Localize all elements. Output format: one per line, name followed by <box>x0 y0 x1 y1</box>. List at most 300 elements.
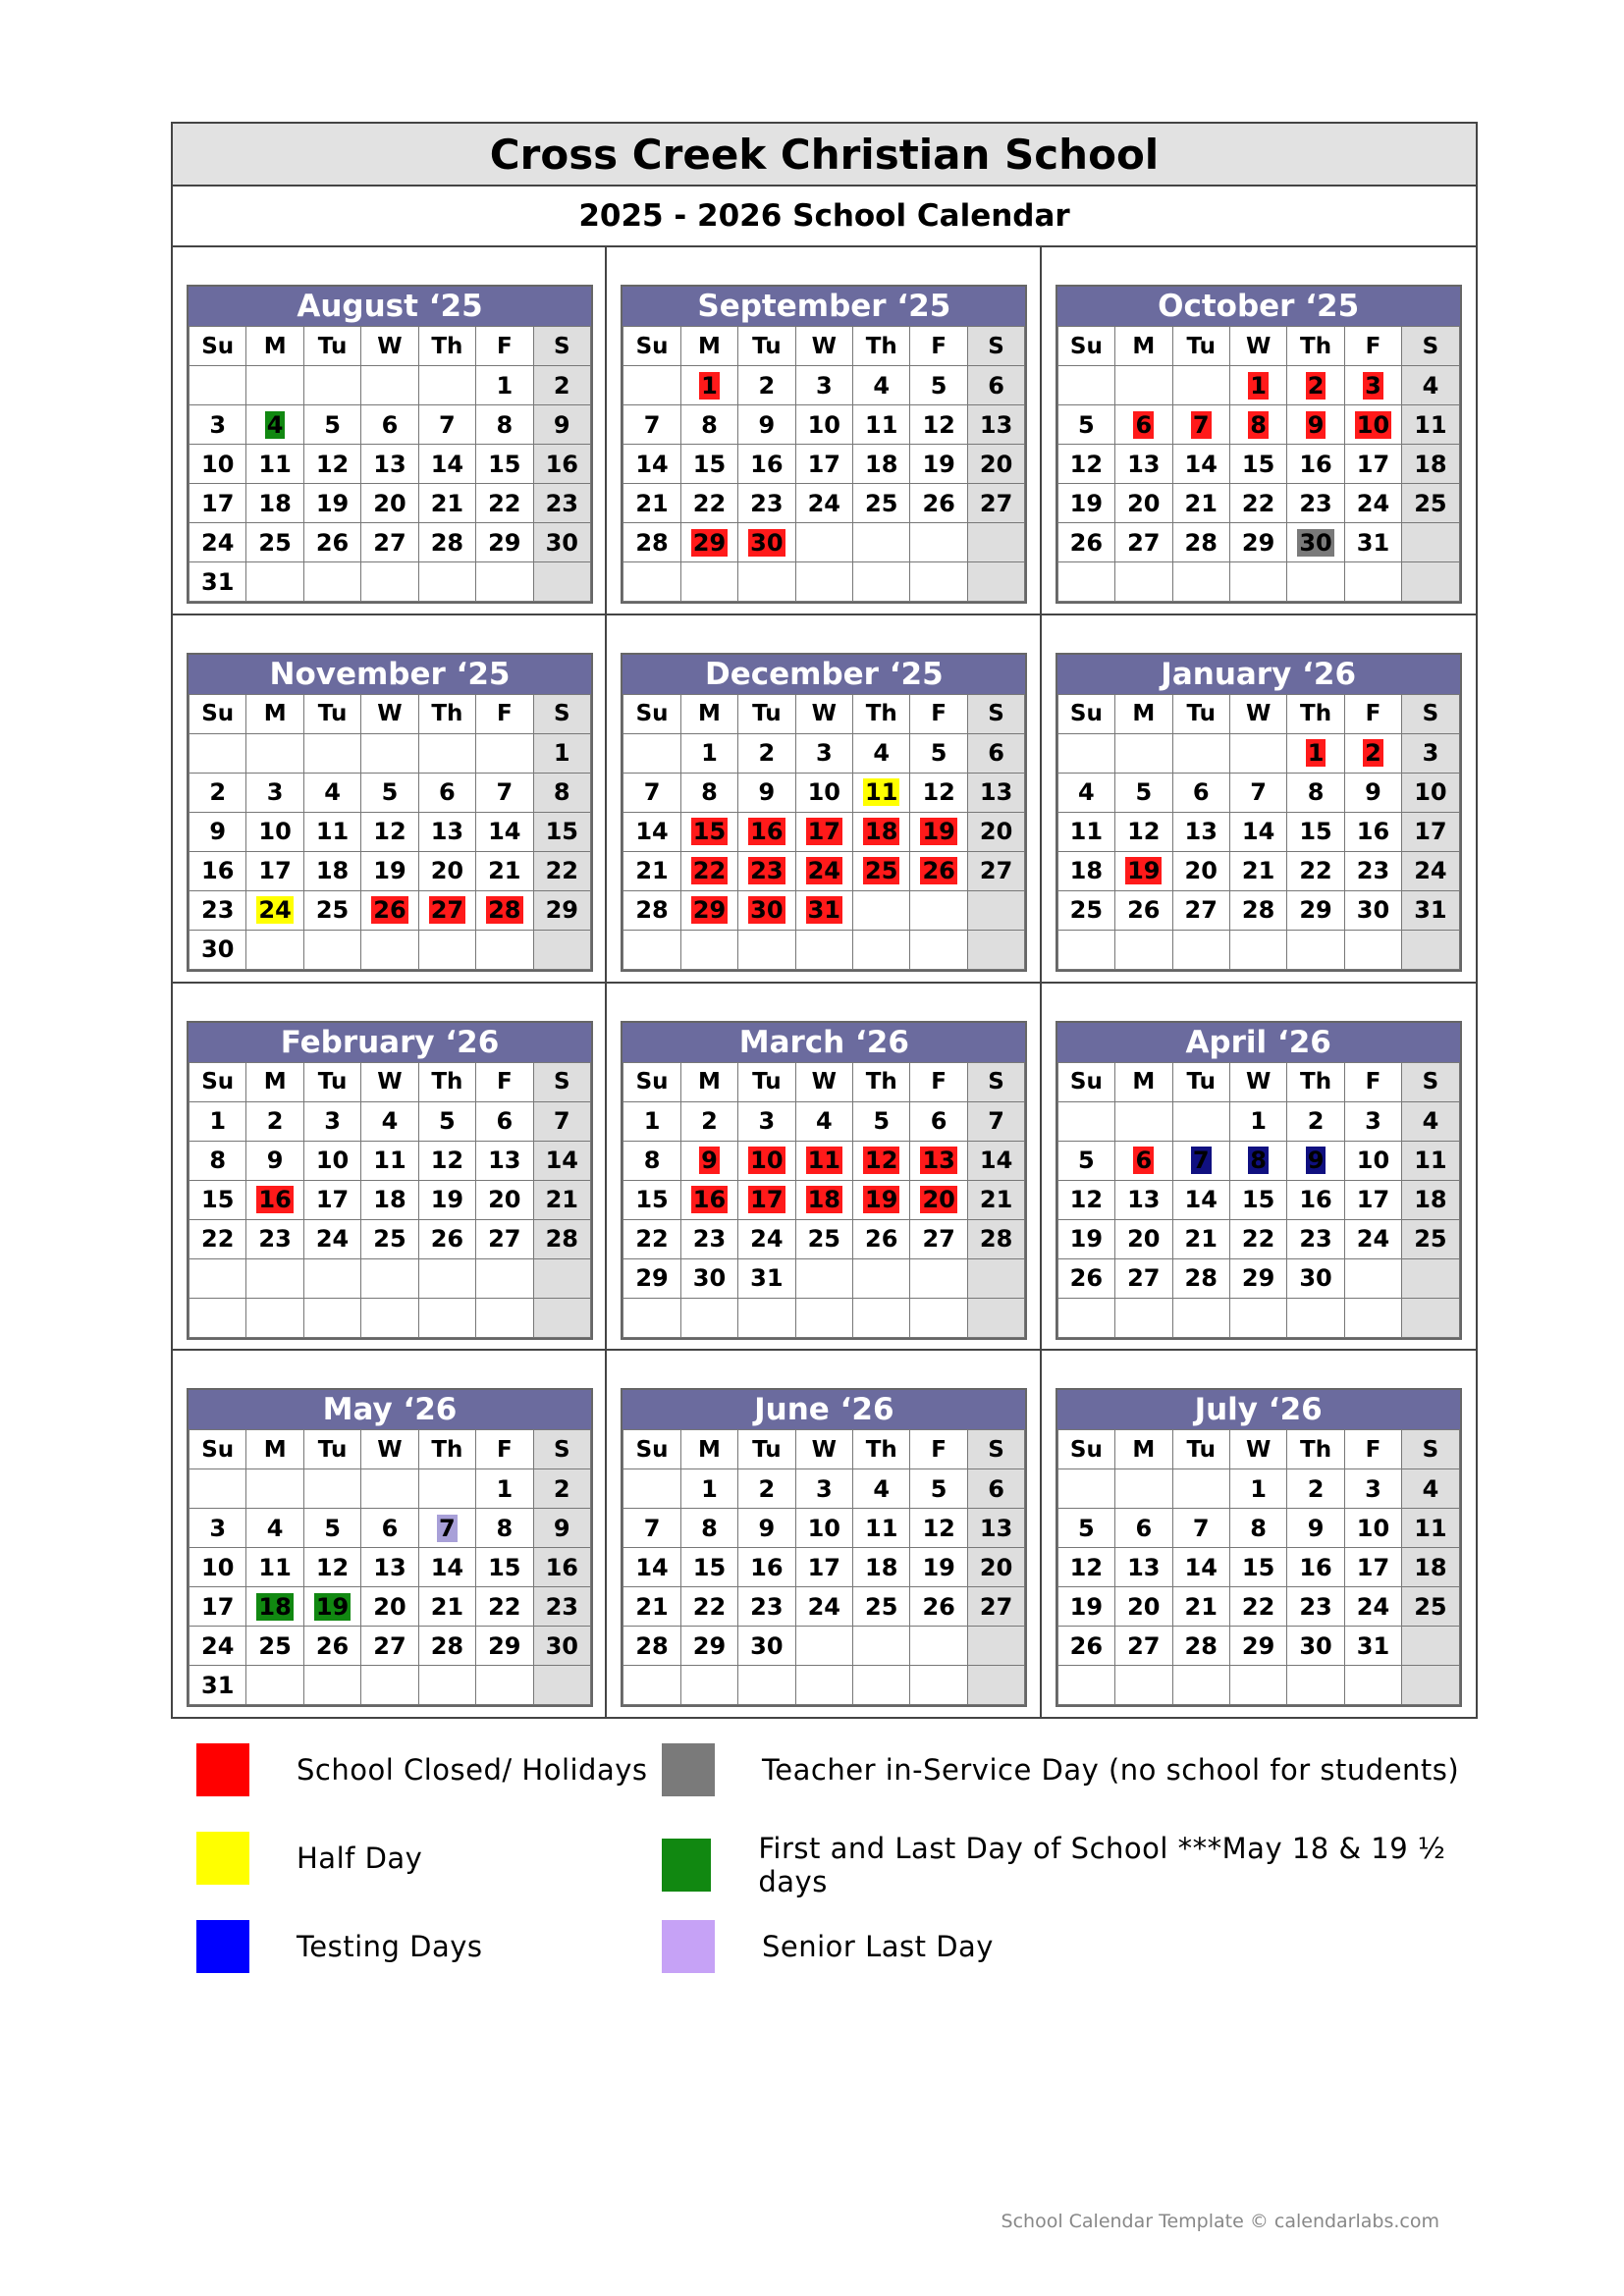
weekday-header: W <box>361 1430 418 1469</box>
day-number: 17 <box>258 857 292 885</box>
day-cell <box>795 1587 852 1627</box>
day-cell <box>1229 890 1286 930</box>
day-cell <box>1115 1627 1172 1666</box>
legend-label: Senior Last Day <box>762 1930 994 1963</box>
empty-day-cell <box>361 1666 418 1705</box>
day-cell <box>1229 1469 1286 1509</box>
day-number: 9 <box>1307 1147 1325 1174</box>
day-cell <box>795 1469 852 1509</box>
day-number: 29 <box>1241 1264 1275 1292</box>
empty-day-cell <box>1172 1666 1229 1705</box>
empty-day-cell <box>189 733 246 773</box>
legend-label: Half Day <box>297 1842 423 1875</box>
day-number: 21 <box>430 489 464 517</box>
day-number: 10 <box>750 1147 784 1174</box>
day-cell <box>1287 1587 1344 1627</box>
day-cell <box>189 1101 246 1141</box>
day-number: 14 <box>635 450 669 478</box>
weekday-header: M <box>1115 694 1172 733</box>
day-cell <box>1344 1587 1401 1627</box>
month-title: February ‘26 <box>189 1023 591 1062</box>
day-cell <box>1115 890 1172 930</box>
day-cell <box>1287 523 1344 562</box>
empty-day-cell <box>1057 1101 1114 1141</box>
empty-day-cell <box>623 1666 680 1705</box>
day-number: 10 <box>201 1553 235 1581</box>
day-cell <box>910 851 967 890</box>
empty-day-cell <box>418 1469 475 1509</box>
day-cell <box>303 1509 360 1548</box>
day-cell <box>1344 405 1401 445</box>
day-number: 17 <box>315 1186 350 1213</box>
day-cell <box>795 812 852 851</box>
day-number: 11 <box>258 1553 292 1581</box>
day-cell <box>1402 366 1459 405</box>
day-cell <box>1287 1627 1344 1666</box>
day-cell <box>738 1101 795 1141</box>
day-cell <box>246 812 303 851</box>
day-cell <box>680 812 737 851</box>
day-cell <box>418 1141 475 1180</box>
day-cell <box>1229 1548 1286 1587</box>
day-number: 6 <box>1135 1147 1153 1174</box>
weekday-header: M <box>1115 1430 1172 1469</box>
day-cell <box>418 851 475 890</box>
weekday-header: Th <box>1287 327 1344 366</box>
weekday-header: S <box>1402 327 1459 366</box>
day-cell <box>1172 1627 1229 1666</box>
weekday-header: F <box>910 1062 967 1101</box>
day-cell <box>795 405 852 445</box>
day-number: 27 <box>979 489 1013 517</box>
day-number: 7 <box>988 1107 1004 1135</box>
day-cell <box>1344 1101 1401 1141</box>
weekday-header: S <box>967 1430 1024 1469</box>
day-cell <box>853 812 910 851</box>
day-cell <box>1229 851 1286 890</box>
day-number: 27 <box>979 1592 1013 1621</box>
day-number: 16 <box>545 1553 578 1581</box>
day-cell <box>680 1548 737 1587</box>
day-number: 2 <box>1307 1107 1325 1135</box>
day-number: 27 <box>1184 896 1218 925</box>
month-title: October ‘25 <box>1057 287 1460 326</box>
day-cell <box>361 851 418 890</box>
weekday-header: Tu <box>303 694 360 733</box>
day-number: 13 <box>979 410 1013 439</box>
day-cell <box>623 851 680 890</box>
weekday-header: Th <box>853 1430 910 1469</box>
day-number: 28 <box>1184 1264 1218 1292</box>
day-number: 2 <box>1307 371 1325 400</box>
day-cell <box>476 1587 533 1627</box>
empty-day-cell <box>680 562 737 602</box>
empty-day-cell <box>476 562 533 602</box>
day-number: 8 <box>701 778 718 807</box>
day-number: 23 <box>545 489 578 517</box>
day-cell <box>533 1469 590 1509</box>
day-cell <box>1172 812 1229 851</box>
day-cell <box>361 1627 418 1666</box>
weekday-header: F <box>1344 327 1401 366</box>
day-cell <box>189 1548 246 1587</box>
day-cell <box>680 445 737 484</box>
empty-day-cell <box>623 1298 680 1337</box>
month-calendar <box>621 1021 1027 1340</box>
day-cell <box>680 851 737 890</box>
weekday-header: Su <box>189 327 246 366</box>
day-cell <box>795 1509 852 1548</box>
day-number: 29 <box>635 1264 669 1292</box>
day-cell <box>476 1180 533 1219</box>
weekday-header: F <box>1344 1430 1401 1469</box>
empty-day-cell <box>361 733 418 773</box>
empty-day-cell <box>1402 562 1459 602</box>
day-cell <box>189 851 246 890</box>
day-cell <box>189 405 246 445</box>
day-cell <box>795 773 852 812</box>
day-cell <box>1172 405 1229 445</box>
weekday-header: S <box>533 1062 590 1101</box>
day-cell <box>1229 1627 1286 1666</box>
empty-day-cell <box>476 930 533 969</box>
weekday-header: Tu <box>1172 694 1229 733</box>
day-number: 3 <box>1422 739 1439 768</box>
day-number: 26 <box>1069 1264 1104 1292</box>
day-cell <box>1172 773 1229 812</box>
day-cell <box>361 1141 418 1180</box>
day-number: 30 <box>545 1631 578 1660</box>
day-number: 11 <box>258 450 292 478</box>
day-number: 2 <box>553 371 570 400</box>
empty-day-cell <box>1172 1101 1229 1141</box>
weekday-header: Th <box>853 327 910 366</box>
weekday-header: Th <box>1287 694 1344 733</box>
empty-day-cell <box>1229 1666 1286 1705</box>
day-number: 30 <box>1356 896 1390 925</box>
day-number: 18 <box>807 1186 840 1213</box>
empty-day-cell <box>418 733 475 773</box>
day-number: 8 <box>1250 1147 1267 1174</box>
day-cell <box>361 890 418 930</box>
weekday-header: S <box>1402 1430 1459 1469</box>
day-number: 19 <box>1069 1225 1104 1253</box>
day-cell <box>533 405 590 445</box>
empty-day-cell <box>1344 1258 1401 1298</box>
day-cell <box>1344 445 1401 484</box>
day-cell <box>623 1548 680 1587</box>
weekday-header: F <box>1344 694 1401 733</box>
legend-label: Testing Days <box>297 1930 483 1963</box>
day-cell <box>533 1587 590 1627</box>
day-cell <box>1402 812 1459 851</box>
day-number: 18 <box>1069 857 1104 885</box>
day-number: 25 <box>1069 896 1104 925</box>
day-cell <box>1287 445 1344 484</box>
weekday-header: Tu <box>1172 1062 1229 1101</box>
day-cell <box>189 1141 246 1180</box>
day-number: 14 <box>635 818 669 846</box>
day-cell <box>1115 484 1172 523</box>
day-cell <box>303 1101 360 1141</box>
empty-day-cell <box>1115 1666 1172 1705</box>
day-cell <box>1057 812 1114 851</box>
day-number: 8 <box>209 1147 227 1174</box>
day-cell <box>361 445 418 484</box>
empty-day-cell <box>246 562 303 602</box>
day-number: 23 <box>750 857 784 885</box>
day-cell <box>1344 733 1401 773</box>
day-cell <box>623 1101 680 1141</box>
day-number: 16 <box>1356 818 1390 846</box>
day-cell <box>1057 523 1114 562</box>
day-cell <box>1115 773 1172 812</box>
empty-day-cell <box>1057 733 1114 773</box>
empty-day-cell <box>1229 733 1286 773</box>
day-number: 24 <box>807 1592 840 1621</box>
empty-day-cell <box>1115 1298 1172 1337</box>
day-number: 29 <box>1299 896 1332 925</box>
day-number: 17 <box>1356 1186 1390 1213</box>
empty-day-cell <box>910 930 967 969</box>
legend <box>196 1743 1473 1979</box>
day-number: 10 <box>1356 1147 1390 1174</box>
day-number: 11 <box>865 778 898 807</box>
day-number: 14 <box>635 1553 669 1581</box>
day-number: 10 <box>258 818 292 846</box>
empty-day-cell <box>1172 562 1229 602</box>
day-number: 4 <box>266 410 284 439</box>
day-number: 7 <box>643 1514 661 1542</box>
empty-day-cell <box>1172 930 1229 969</box>
day-cell <box>1344 1219 1401 1258</box>
day-cell <box>910 1180 967 1219</box>
day-cell <box>476 1219 533 1258</box>
day-number: 12 <box>1069 1553 1104 1581</box>
day-cell <box>623 1627 680 1666</box>
day-number: 9 <box>758 410 776 439</box>
day-number: 27 <box>1127 1264 1161 1292</box>
day-cell <box>1229 405 1286 445</box>
day-number: 25 <box>315 896 350 925</box>
day-number: 23 <box>201 896 235 925</box>
month-cell <box>1042 984 1476 1352</box>
day-cell <box>1344 366 1401 405</box>
day-cell <box>738 1141 795 1180</box>
day-cell <box>795 1141 852 1180</box>
day-cell <box>680 523 737 562</box>
month-title: December ‘25 <box>623 655 1025 694</box>
day-cell <box>1057 773 1114 812</box>
empty-day-cell <box>795 930 852 969</box>
day-cell <box>1115 1141 1172 1180</box>
day-number: 11 <box>865 1514 898 1542</box>
day-number: 14 <box>545 1147 578 1174</box>
day-cell <box>476 523 533 562</box>
day-number: 24 <box>1356 489 1390 517</box>
day-number: 10 <box>807 1514 840 1542</box>
day-number: 12 <box>373 818 406 846</box>
day-cell <box>967 1469 1024 1509</box>
day-number: 29 <box>1241 1631 1275 1660</box>
month-title: November ‘25 <box>189 655 591 694</box>
day-number: 24 <box>807 489 840 517</box>
day-number: 9 <box>553 1514 570 1542</box>
day-number: 23 <box>258 1225 292 1253</box>
day-number: 30 <box>750 896 784 925</box>
day-number: 8 <box>496 1514 514 1542</box>
empty-day-cell <box>910 523 967 562</box>
empty-day-cell <box>246 366 303 405</box>
day-number: 16 <box>201 857 235 885</box>
month-calendar <box>621 653 1027 972</box>
empty-day-cell <box>795 1298 852 1337</box>
day-cell <box>361 773 418 812</box>
empty-day-cell <box>1172 1469 1229 1509</box>
empty-day-cell <box>910 562 967 602</box>
weekday-header: F <box>476 694 533 733</box>
day-cell <box>967 445 1024 484</box>
empty-day-cell <box>303 562 360 602</box>
weekday-header: M <box>246 327 303 366</box>
day-number: 13 <box>373 1553 406 1581</box>
day-cell <box>418 1180 475 1219</box>
day-number: 15 <box>1241 450 1275 478</box>
day-number: 21 <box>488 857 521 885</box>
day-number: 20 <box>979 1553 1013 1581</box>
month-title: August ‘25 <box>189 287 591 326</box>
day-number: 11 <box>865 410 898 439</box>
day-number: 18 <box>1414 1186 1447 1213</box>
day-cell <box>1344 1469 1401 1509</box>
day-number: 5 <box>930 739 947 768</box>
day-cell <box>1115 1219 1172 1258</box>
day-cell <box>361 484 418 523</box>
day-cell <box>418 1101 475 1141</box>
month-title: June ‘26 <box>623 1390 1025 1429</box>
weekday-header: Tu <box>738 327 795 366</box>
empty-day-cell <box>189 1298 246 1337</box>
day-number: 23 <box>1356 857 1390 885</box>
day-cell <box>1287 366 1344 405</box>
swatch-lilac <box>662 1920 715 1973</box>
empty-day-cell <box>303 733 360 773</box>
legend-label: First and Last Day of School ***May 18 & 19 ½ days <box>758 1832 1446 1898</box>
day-cell <box>1344 1141 1401 1180</box>
swatch-red <box>196 1743 249 1796</box>
day-cell <box>189 445 246 484</box>
day-number: 1 <box>209 1107 227 1135</box>
day-cell <box>361 1101 418 1141</box>
day-number: 31 <box>750 1264 784 1292</box>
day-number: 11 <box>315 818 350 846</box>
weekday-header: F <box>910 694 967 733</box>
day-cell <box>303 1180 360 1219</box>
day-cell <box>1115 812 1172 851</box>
empty-day-cell <box>1115 1469 1172 1509</box>
empty-day-cell <box>795 1627 852 1666</box>
day-number: 26 <box>922 857 955 885</box>
day-number: 5 <box>324 410 341 439</box>
day-cell <box>1344 1509 1401 1548</box>
day-cell <box>361 1180 418 1219</box>
day-number: 6 <box>930 1107 947 1135</box>
day-cell <box>680 1469 737 1509</box>
empty-day-cell <box>795 1258 852 1298</box>
day-cell <box>1402 1219 1459 1258</box>
day-cell <box>476 1469 533 1509</box>
day-cell <box>1172 1509 1229 1548</box>
day-number: 15 <box>1241 1553 1275 1581</box>
empty-day-cell <box>853 930 910 969</box>
day-cell <box>361 1587 418 1627</box>
day-number: 12 <box>315 450 350 478</box>
day-cell <box>361 405 418 445</box>
day-number: 14 <box>1184 1186 1218 1213</box>
day-number: 30 <box>201 935 235 964</box>
day-number: 1 <box>553 739 570 768</box>
swatch-blue <box>196 1920 249 1973</box>
empty-day-cell <box>795 562 852 602</box>
day-cell <box>533 812 590 851</box>
months-grid <box>173 247 1476 1719</box>
empty-day-cell <box>623 366 680 405</box>
day-cell <box>680 890 737 930</box>
day-number: 26 <box>865 1225 898 1253</box>
empty-day-cell <box>1057 1298 1114 1337</box>
day-number: 26 <box>1127 896 1161 925</box>
day-number: 8 <box>1250 1514 1267 1542</box>
day-cell <box>910 405 967 445</box>
day-number: 20 <box>373 489 406 517</box>
weekday-header: W <box>361 1062 418 1101</box>
empty-day-cell <box>303 930 360 969</box>
day-number: 6 <box>381 410 399 439</box>
day-cell <box>1402 1180 1459 1219</box>
day-number: 18 <box>258 489 292 517</box>
day-number: 27 <box>373 1631 406 1660</box>
day-number: 15 <box>545 818 578 846</box>
day-cell <box>910 1587 967 1627</box>
day-number: 28 <box>430 528 464 557</box>
day-cell <box>853 1509 910 1548</box>
day-cell <box>1287 1219 1344 1258</box>
day-number: 17 <box>201 489 235 517</box>
weekday-header: Tu <box>1172 327 1229 366</box>
weekday-header: S <box>967 1062 1024 1101</box>
day-cell <box>189 1509 246 1548</box>
day-cell <box>1287 1101 1344 1141</box>
empty-day-cell <box>1402 1298 1459 1337</box>
empty-day-cell <box>533 1258 590 1298</box>
day-cell <box>303 851 360 890</box>
empty-day-cell <box>910 1298 967 1337</box>
empty-day-cell <box>738 1666 795 1705</box>
empty-day-cell <box>476 733 533 773</box>
day-cell <box>361 1509 418 1548</box>
day-cell <box>533 484 590 523</box>
day-cell <box>1402 445 1459 484</box>
day-cell <box>623 1509 680 1548</box>
day-number: 7 <box>496 778 514 807</box>
day-cell <box>1057 1627 1114 1666</box>
day-number: 9 <box>1307 410 1325 439</box>
day-number: 13 <box>488 1147 521 1174</box>
day-number: 30 <box>692 1264 727 1292</box>
weekday-header: S <box>1402 1062 1459 1101</box>
empty-day-cell <box>418 1298 475 1337</box>
day-number: 28 <box>635 1631 669 1660</box>
